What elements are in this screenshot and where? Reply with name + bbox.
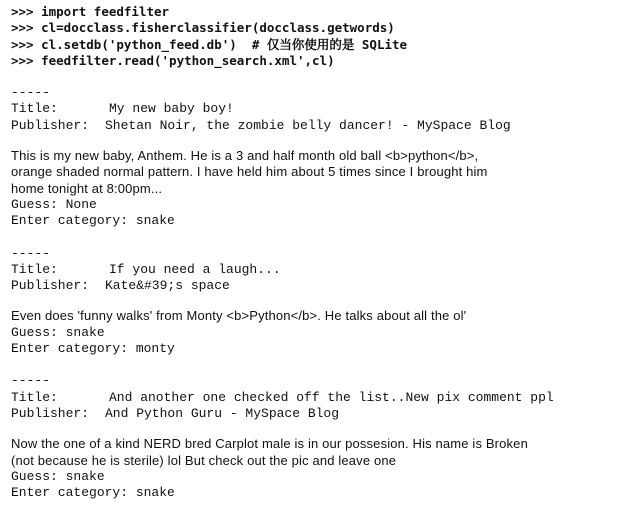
entry-title <box>11 390 626 406</box>
title-label: Title: <box>11 389 58 405</box>
separator: ----- <box>11 373 51 389</box>
command-line <box>11 53 626 69</box>
entry-guess: Guess: snake <box>11 324 105 340</box>
entry-title <box>11 262 626 278</box>
command-line <box>11 37 626 53</box>
title-value: My new baby boy! <box>109 101 234 117</box>
publisher-value: And Python Guru - MySpace Blog <box>105 405 340 421</box>
publisher-label: Publisher: <box>11 117 90 133</box>
separator: ----- <box>11 245 51 261</box>
entry-category-prompt[interactable]: Enter category: snake <box>11 213 175 229</box>
entry-guess: Guess: None <box>11 196 97 212</box>
command-code: import feedfilter <box>41 4 170 19</box>
entry-publisher <box>11 118 626 134</box>
publisher-value: Shetan Noir, the zombie belly dancer! - MySpace Blog <box>105 117 511 133</box>
entry-publisher <box>11 278 626 294</box>
prompt: >>> <box>11 20 34 36</box>
entry-summary-line: (not because he is sterile) lol But check out the pic and leave one <box>11 452 397 468</box>
entry-summary-line: home tonight at 8:00pm... <box>11 180 163 196</box>
command-line <box>11 4 626 20</box>
command-code: feedfilter.read('python_search.xml',cl) <box>41 52 335 68</box>
title-value: And another one checked off the list..New pix comment ppl <box>109 389 554 405</box>
title-label: Title: <box>11 101 58 117</box>
prompt: >>> <box>11 4 34 19</box>
entry-summary-line: This is my new baby, Anthem. He is a 3 and half month old ball <b>python</b>, <box>11 148 479 164</box>
command-code: cl.setdb('python_feed.db') # 仅当你使用的是 SQLite <box>41 36 408 52</box>
publisher-label: Publisher: <box>11 405 90 421</box>
title-value: If you need a laugh... <box>109 261 281 277</box>
command-code: cl=docclass.fisherclassifier(docclass.getwords) <box>41 20 395 36</box>
separator: ----- <box>11 85 51 101</box>
entry-category-prompt[interactable]: Enter category: snake <box>11 485 175 501</box>
entry-category-prompt[interactable]: Enter category: monty <box>11 341 175 357</box>
terminal-output <box>11 4 626 501</box>
command-line <box>11 20 626 36</box>
publisher-label: Publisher: <box>11 278 90 294</box>
prompt: >>> <box>11 52 34 68</box>
entry-summary-line: orange shaded normal pattern. I have held him about 5 times since I brought him <box>11 164 488 180</box>
entry-guess: Guess: snake <box>11 468 105 484</box>
entry-summary-line: Even does 'funny walks' from Monty <b>Python</b>. He talks about all the ol' <box>11 308 467 324</box>
entry-summary-line: Now the one of a kind NERD bred Carplot male is in our possesion. His name is Broken <box>11 436 528 452</box>
prompt: >>> <box>11 36 34 52</box>
entry-title <box>11 101 626 117</box>
publisher-value: Kate&#39;s space <box>105 278 230 294</box>
title-label: Title: <box>11 261 58 277</box>
entry-publisher <box>11 406 626 422</box>
